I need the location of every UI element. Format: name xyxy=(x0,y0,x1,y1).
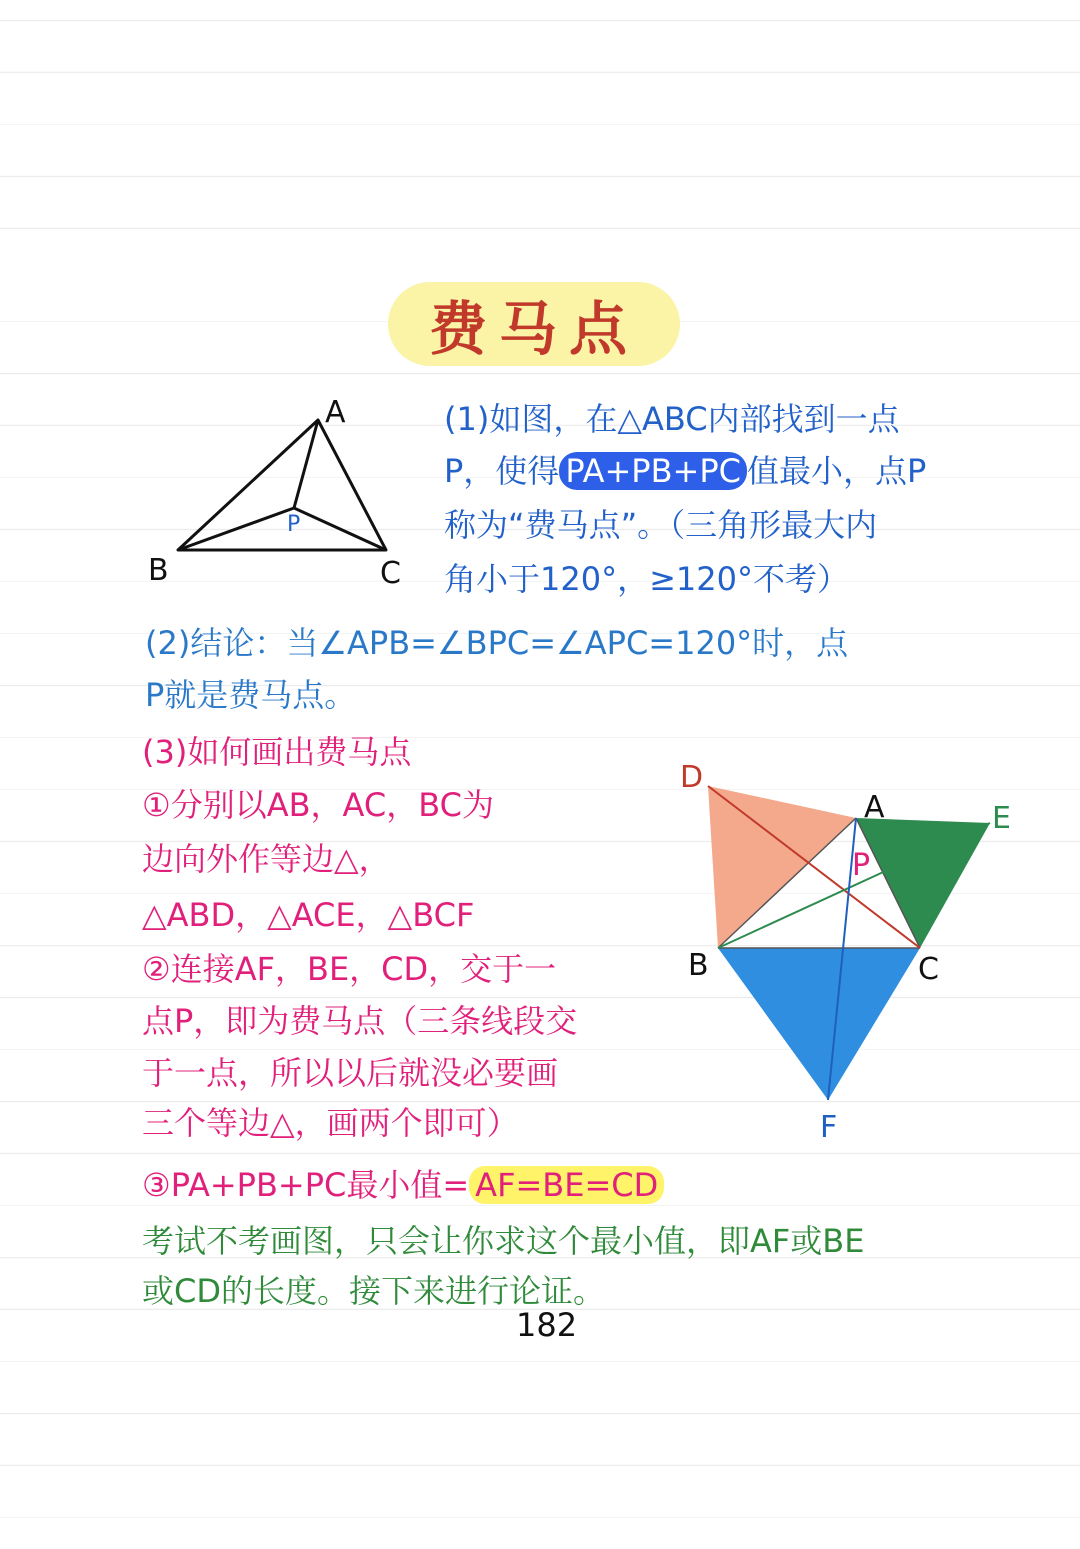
section1-line3: 称为“费马点”。（三角形最大内 xyxy=(444,506,878,544)
section1-line2-suffix: 值最小，点P xyxy=(746,452,927,490)
triangle-bcf xyxy=(718,948,920,1100)
fig2-label-p: P xyxy=(852,848,871,883)
fig2-label-c: C xyxy=(918,952,939,987)
section1-line2-prefix: P，使得 xyxy=(444,452,560,490)
fig2-label-e: E xyxy=(992,801,1011,836)
note-line2: 或CD的长度。接下来进行论证。 xyxy=(142,1272,605,1310)
triangle-abd xyxy=(708,786,856,948)
note-line1: 考试不考画图，只会让你求这个最小值，即AF或BE xyxy=(142,1222,865,1260)
section3-step1-line3: △ABD，△ACE，△BCF xyxy=(142,896,475,934)
section2-line2: P就是费马点。 xyxy=(145,676,357,714)
section3-step3-prefix: ③PA+PB+PC最小值= xyxy=(142,1166,470,1204)
section3-step2-line2: 点P，即为费马点（三条线段交 xyxy=(142,1002,578,1040)
section3-step1-line1: ①分别以AB，AC，BC为 xyxy=(142,786,494,824)
fig1-label-b: B xyxy=(148,553,169,588)
fig1-label-a: A xyxy=(325,395,346,430)
fig2-label-f: F xyxy=(820,1110,838,1145)
fig2-label-d: D xyxy=(680,760,704,795)
section3-step2-line1: ②连接AF，BE，CD，交于一 xyxy=(142,950,557,988)
fig2-label-b: B xyxy=(688,948,709,983)
fig1-label-c: C xyxy=(380,556,401,591)
section3-step2-line4: 三个等边△，画两个即可） xyxy=(142,1104,519,1142)
section3-step2-line3: 于一点，所以以后就没必要画 xyxy=(142,1054,559,1092)
section3-step3-highlight: AF=BE=CD xyxy=(469,1166,664,1204)
section3-step1-line2: 边向外作等边△， xyxy=(142,840,391,878)
page-title: 费马点 xyxy=(428,295,639,363)
section1-line1: (1)如图，在△ABC内部找到一点 xyxy=(444,400,900,438)
section2-line1: (2)结论：当∠APB=∠BPC=∠APC=120°时，点 xyxy=(145,624,849,662)
section1-line4: 角小于120°，≥120°不考） xyxy=(444,560,849,598)
triangle-ace xyxy=(856,818,990,948)
fig2-label-a: A xyxy=(864,790,885,825)
section1-highlight: PA+PB+PC xyxy=(559,452,747,490)
section3-heading: (3)如何画出费马点 xyxy=(142,733,412,771)
fig1-label-p: P xyxy=(287,512,301,537)
page-number: 182 xyxy=(516,1306,578,1344)
